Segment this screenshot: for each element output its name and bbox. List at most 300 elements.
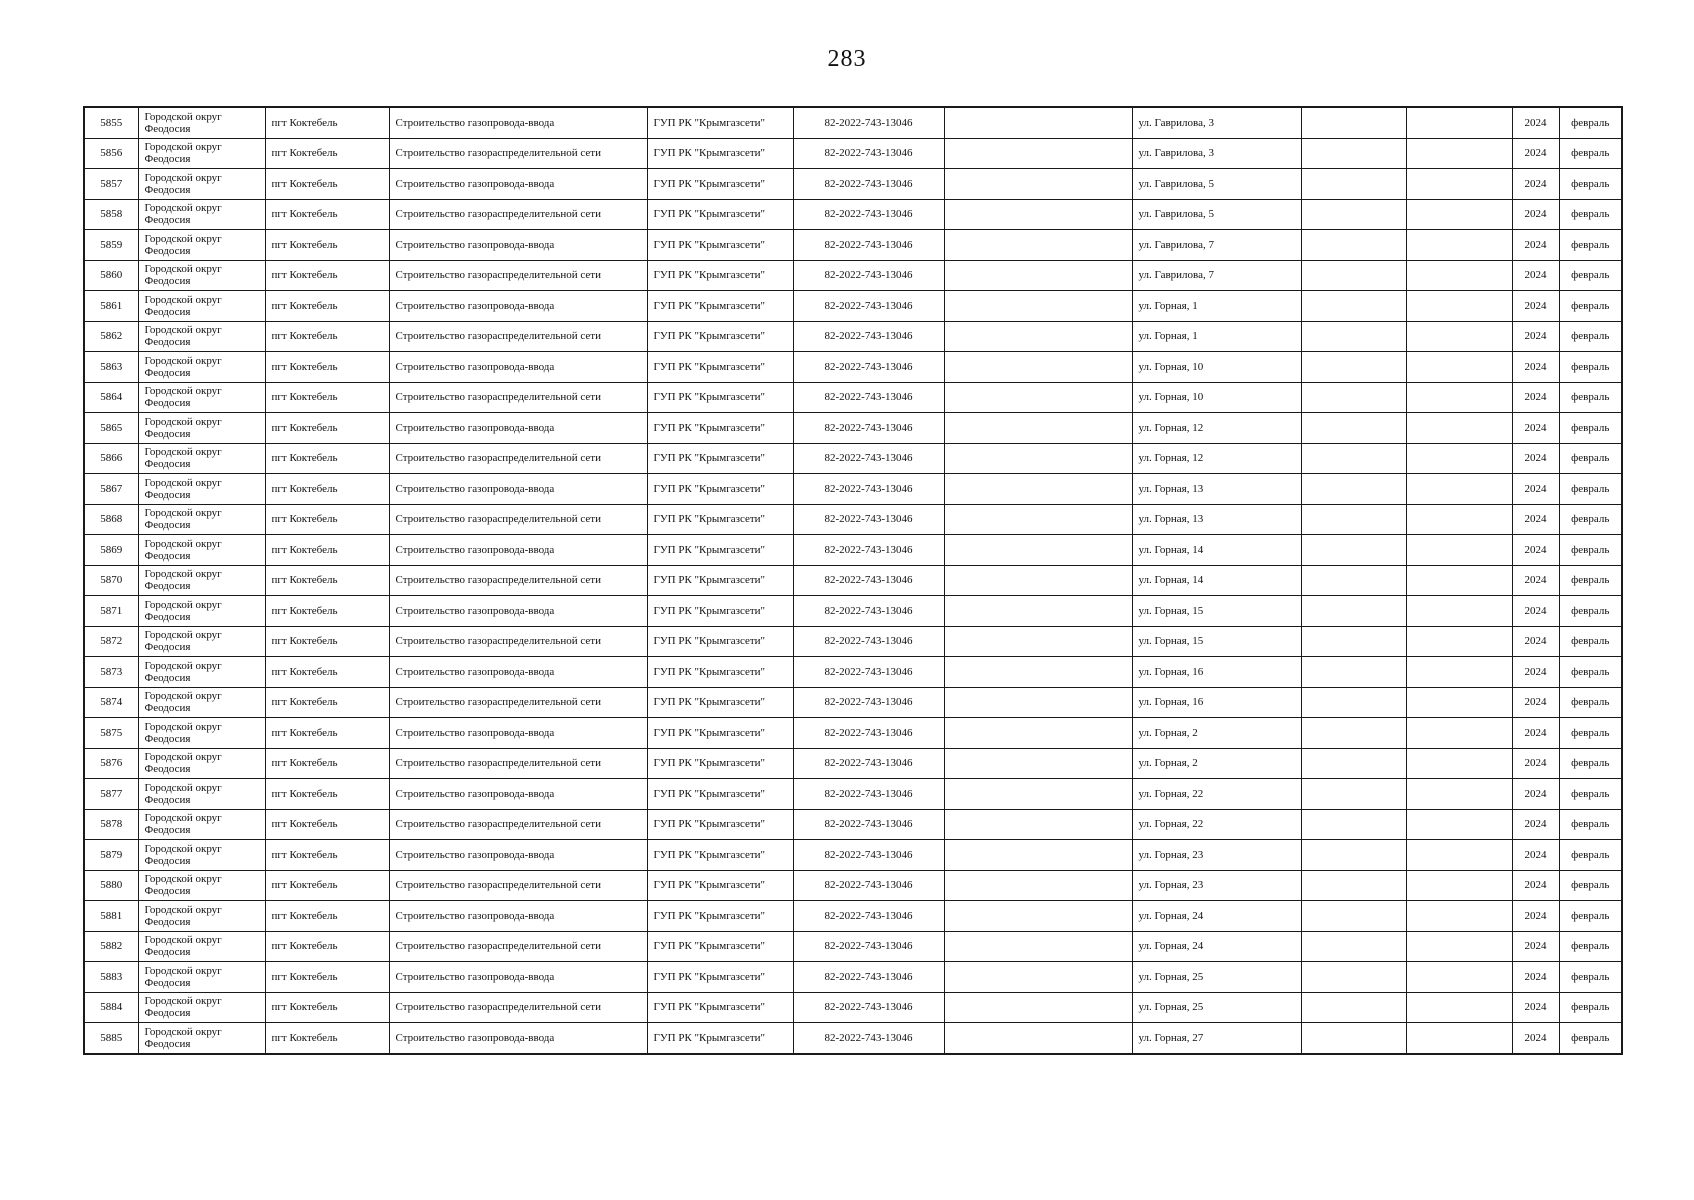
district-name-line1: Городской округ [144, 812, 222, 825]
month-cell: февраль [1559, 962, 1622, 993]
district-cell [138, 596, 265, 627]
program-code-cell: 82-2022-743-13046 [793, 169, 944, 200]
district-name-line1: Городской округ [144, 842, 222, 855]
address-cell: ул. Горная, 1 [1132, 321, 1301, 352]
work-type-cell: Строительство газораспределительной сети [389, 138, 647, 169]
district-name-line2: Феодосия [144, 183, 191, 196]
address-cell: ул. Горная, 15 [1132, 626, 1301, 657]
address-cell: ул. Горная, 13 [1132, 504, 1301, 535]
empty-cell [1406, 504, 1512, 535]
district-name-line1: Городской округ [144, 507, 222, 520]
work-type-cell: Строительство газопровода-ввода [389, 901, 647, 932]
district-name-line2: Феодосия [144, 641, 191, 654]
table-row [84, 657, 1622, 688]
district-name-line2: Феодосия [144, 824, 191, 837]
district-cell [138, 260, 265, 291]
year-cell: 2024 [1512, 1023, 1559, 1054]
program-code-cell: 82-2022-743-13046 [793, 504, 944, 535]
district-name-line1: Городской округ [144, 1025, 222, 1038]
month-cell: февраль [1559, 596, 1622, 627]
row-number-cell: 5884 [84, 992, 138, 1023]
settlement-cell: пгт Коктебель [265, 107, 389, 138]
program-code-cell: 82-2022-743-13046 [793, 474, 944, 505]
table-row [84, 230, 1622, 261]
organization-cell: ГУП РК "Крымгазсети" [647, 870, 793, 901]
empty-cell [1406, 626, 1512, 657]
district-cell [138, 352, 265, 383]
district-cell [138, 504, 265, 535]
month-cell: февраль [1559, 413, 1622, 444]
district-name-line2: Феодосия [144, 885, 191, 898]
organization-cell: ГУП РК "Крымгазсети" [647, 260, 793, 291]
settlement-cell: пгт Коктебель [265, 199, 389, 230]
district-name-line2: Феодосия [144, 305, 191, 318]
empty-cell [1406, 138, 1512, 169]
address-cell: ул. Горная, 1 [1132, 291, 1301, 322]
empty-cell [1301, 321, 1406, 352]
row-number-cell: 5871 [84, 596, 138, 627]
settlement-cell: пгт Коктебель [265, 718, 389, 749]
empty-cell [1406, 840, 1512, 871]
district-name-line2: Феодосия [144, 671, 191, 684]
row-number-cell: 5880 [84, 870, 138, 901]
empty-cell [1301, 718, 1406, 749]
district-cell [138, 535, 265, 566]
district-name-line2: Феодосия [144, 976, 191, 989]
district-name-line2: Феодосия [144, 427, 191, 440]
empty-cell [1301, 535, 1406, 566]
month-cell: февраль [1559, 260, 1622, 291]
district-cell [138, 474, 265, 505]
empty-cell [1301, 596, 1406, 627]
empty-cell [1301, 687, 1406, 718]
empty-cell [944, 962, 1132, 993]
program-code-cell: 82-2022-743-13046 [793, 260, 944, 291]
district-name-line2: Феодосия [144, 244, 191, 257]
district-name-line2: Феодосия [144, 549, 191, 562]
empty-cell [944, 992, 1132, 1023]
address-cell: ул. Горная, 15 [1132, 596, 1301, 627]
row-number-cell: 5879 [84, 840, 138, 871]
month-cell: февраль [1559, 1023, 1622, 1054]
empty-cell [944, 199, 1132, 230]
year-cell: 2024 [1512, 169, 1559, 200]
organization-cell: ГУП РК "Крымгазсети" [647, 504, 793, 535]
district-name-line1: Городской округ [144, 476, 222, 489]
empty-cell [944, 931, 1132, 962]
district-cell [138, 138, 265, 169]
year-cell: 2024 [1512, 443, 1559, 474]
empty-cell [1406, 107, 1512, 138]
address-cell: ул. Горная, 2 [1132, 748, 1301, 779]
program-code-cell: 82-2022-743-13046 [793, 382, 944, 413]
district-cell [138, 382, 265, 413]
table-body [84, 107, 1622, 1054]
work-type-cell: Строительство газопровода-ввода [389, 230, 647, 261]
district-name-line1: Городской округ [144, 964, 222, 977]
settlement-cell: пгт Коктебель [265, 901, 389, 932]
district-name-line1: Городской округ [144, 141, 222, 154]
address-cell: ул. Горная, 25 [1132, 992, 1301, 1023]
empty-cell [1406, 443, 1512, 474]
work-type-cell: Строительство газораспределительной сети [389, 748, 647, 779]
program-code-cell: 82-2022-743-13046 [793, 291, 944, 322]
work-type-cell: Строительство газораспределительной сети [389, 443, 647, 474]
district-cell [138, 107, 265, 138]
district-name-line1: Городской округ [144, 232, 222, 245]
settlement-cell: пгт Коктебель [265, 382, 389, 413]
settlement-cell: пгт Коктебель [265, 687, 389, 718]
month-cell: февраль [1559, 474, 1622, 505]
district-name-line2: Феодосия [144, 488, 191, 501]
row-number-cell: 5861 [84, 291, 138, 322]
table-row [84, 260, 1622, 291]
month-cell: февраль [1559, 687, 1622, 718]
district-name-line2: Феодосия [144, 854, 191, 867]
organization-cell: ГУП РК "Крымгазсети" [647, 443, 793, 474]
organization-cell: ГУП РК "Крымгазсети" [647, 718, 793, 749]
empty-cell [1406, 657, 1512, 688]
organization-cell: ГУП РК "Крымгазсети" [647, 138, 793, 169]
empty-cell [1301, 413, 1406, 444]
empty-cell [1301, 809, 1406, 840]
district-cell [138, 1023, 265, 1054]
empty-cell [1406, 992, 1512, 1023]
district-name-line2: Феодосия [144, 397, 191, 410]
year-cell: 2024 [1512, 779, 1559, 810]
row-number-cell: 5872 [84, 626, 138, 657]
empty-cell [1301, 992, 1406, 1023]
table-row [84, 931, 1622, 962]
district-cell [138, 565, 265, 596]
district-cell [138, 626, 265, 657]
settlement-cell: пгт Коктебель [265, 657, 389, 688]
empty-cell [1406, 199, 1512, 230]
work-type-cell: Строительство газораспределительной сети [389, 565, 647, 596]
year-cell: 2024 [1512, 474, 1559, 505]
district-name-line1: Городской округ [144, 568, 222, 581]
district-name-line1: Городской округ [144, 324, 222, 337]
table-row [84, 626, 1622, 657]
organization-cell: ГУП РК "Крымгазсети" [647, 962, 793, 993]
row-number-cell: 5858 [84, 199, 138, 230]
settlement-cell: пгт Коктебель [265, 138, 389, 169]
settlement-cell: пгт Коктебель [265, 840, 389, 871]
year-cell: 2024 [1512, 901, 1559, 932]
empty-cell [944, 779, 1132, 810]
empty-cell [944, 565, 1132, 596]
program-code-cell: 82-2022-743-13046 [793, 321, 944, 352]
empty-cell [1406, 748, 1512, 779]
work-type-cell: Строительство газопровода-ввода [389, 413, 647, 444]
program-code-cell: 82-2022-743-13046 [793, 626, 944, 657]
district-cell [138, 443, 265, 474]
year-cell: 2024 [1512, 321, 1559, 352]
organization-cell: ГУП РК "Крымгазсети" [647, 230, 793, 261]
program-code-cell: 82-2022-743-13046 [793, 840, 944, 871]
empty-cell [1406, 565, 1512, 596]
district-name-line1: Городской округ [144, 110, 222, 123]
year-cell: 2024 [1512, 230, 1559, 261]
empty-cell [1406, 1023, 1512, 1054]
row-number-cell: 5885 [84, 1023, 138, 1054]
empty-cell [944, 443, 1132, 474]
work-type-cell: Строительство газопровода-ввода [389, 596, 647, 627]
year-cell: 2024 [1512, 657, 1559, 688]
month-cell: февраль [1559, 138, 1622, 169]
table-row [84, 352, 1622, 383]
table-row [84, 718, 1622, 749]
program-code-cell: 82-2022-743-13046 [793, 535, 944, 566]
month-cell: февраль [1559, 931, 1622, 962]
district-cell [138, 840, 265, 871]
address-cell: ул. Горная, 23 [1132, 870, 1301, 901]
empty-cell [1406, 779, 1512, 810]
district-name-line1: Городской округ [144, 598, 222, 611]
district-cell [138, 230, 265, 261]
district-cell [138, 901, 265, 932]
year-cell: 2024 [1512, 199, 1559, 230]
program-code-cell: 82-2022-743-13046 [793, 230, 944, 261]
empty-cell [944, 230, 1132, 261]
month-cell: февраль [1559, 321, 1622, 352]
month-cell: февраль [1559, 840, 1622, 871]
settlement-cell: пгт Коктебель [265, 565, 389, 596]
empty-cell [1301, 199, 1406, 230]
organization-cell: ГУП РК "Крымгазсети" [647, 535, 793, 566]
address-cell: ул. Горная, 14 [1132, 565, 1301, 596]
empty-cell [944, 138, 1132, 169]
settlement-cell: пгт Коктебель [265, 809, 389, 840]
empty-cell [944, 657, 1132, 688]
program-code-cell: 82-2022-743-13046 [793, 718, 944, 749]
settlement-cell: пгт Коктебель [265, 352, 389, 383]
row-number-cell: 5883 [84, 962, 138, 993]
district-name-line1: Городской округ [144, 385, 222, 398]
district-name-line1: Городской округ [144, 659, 222, 672]
organization-cell: ГУП РК "Крымгазсети" [647, 840, 793, 871]
month-cell: февраль [1559, 230, 1622, 261]
row-number-cell: 5855 [84, 107, 138, 138]
empty-cell [1301, 504, 1406, 535]
address-cell: ул. Горная, 10 [1132, 352, 1301, 383]
program-code-cell: 82-2022-743-13046 [793, 413, 944, 444]
year-cell: 2024 [1512, 382, 1559, 413]
empty-cell [1301, 901, 1406, 932]
year-cell: 2024 [1512, 962, 1559, 993]
settlement-cell: пгт Коктебель [265, 413, 389, 444]
organization-cell: ГУП РК "Крымгазсети" [647, 687, 793, 718]
address-cell: ул. Гаврилова, 3 [1132, 107, 1301, 138]
empty-cell [1301, 230, 1406, 261]
empty-cell [1406, 596, 1512, 627]
year-cell: 2024 [1512, 626, 1559, 657]
address-cell: ул. Горная, 16 [1132, 657, 1301, 688]
work-type-cell: Строительство газопровода-ввода [389, 1023, 647, 1054]
district-name-line1: Городской округ [144, 690, 222, 703]
table-row [84, 687, 1622, 718]
table-row [84, 291, 1622, 322]
empty-cell [1406, 962, 1512, 993]
settlement-cell: пгт Коктебель [265, 169, 389, 200]
row-number-cell: 5864 [84, 382, 138, 413]
district-name-line2: Феодосия [144, 214, 191, 227]
program-code-cell: 82-2022-743-13046 [793, 687, 944, 718]
table-row [84, 413, 1622, 444]
organization-cell: ГУП РК "Крымгазсети" [647, 352, 793, 383]
work-type-cell: Строительство газопровода-ввода [389, 779, 647, 810]
organization-cell: ГУП РК "Крымгазсети" [647, 748, 793, 779]
empty-cell [1406, 352, 1512, 383]
settlement-cell: пгт Коктебель [265, 779, 389, 810]
district-name-line2: Феодосия [144, 763, 191, 776]
work-type-cell: Строительство газопровода-ввода [389, 107, 647, 138]
organization-cell: ГУП РК "Крымгазсети" [647, 809, 793, 840]
work-type-cell: Строительство газораспределительной сети [389, 321, 647, 352]
empty-cell [944, 107, 1132, 138]
district-cell [138, 321, 265, 352]
district-cell [138, 870, 265, 901]
empty-cell [944, 413, 1132, 444]
empty-cell [1301, 382, 1406, 413]
empty-cell [1301, 748, 1406, 779]
address-cell: ул. Горная, 13 [1132, 474, 1301, 505]
empty-cell [1406, 901, 1512, 932]
address-cell: ул. Гаврилова, 3 [1132, 138, 1301, 169]
work-type-cell: Строительство газопровода-ввода [389, 169, 647, 200]
empty-cell [1301, 931, 1406, 962]
table-row [84, 809, 1622, 840]
organization-cell: ГУП РК "Крымгазсети" [647, 1023, 793, 1054]
table-row [84, 321, 1622, 352]
program-code-cell: 82-2022-743-13046 [793, 565, 944, 596]
month-cell: февраль [1559, 291, 1622, 322]
district-name-line1: Городской округ [144, 537, 222, 550]
district-name-line2: Феодосия [144, 336, 191, 349]
row-number-cell: 5876 [84, 748, 138, 779]
address-cell: ул. Горная, 2 [1132, 718, 1301, 749]
settlement-cell: пгт Коктебель [265, 931, 389, 962]
work-type-cell: Строительство газопровода-ввода [389, 352, 647, 383]
row-number-cell: 5866 [84, 443, 138, 474]
district-name-line1: Городской округ [144, 720, 222, 733]
district-name-line2: Феодосия [144, 702, 191, 715]
program-code-cell: 82-2022-743-13046 [793, 962, 944, 993]
address-cell: ул. Гаврилова, 5 [1132, 199, 1301, 230]
settlement-cell: пгт Коктебель [265, 291, 389, 322]
month-cell: февраль [1559, 870, 1622, 901]
work-type-cell: Строительство газопровода-ввода [389, 840, 647, 871]
row-number-cell: 5881 [84, 901, 138, 932]
row-number-cell: 5862 [84, 321, 138, 352]
work-type-cell: Строительство газопровода-ввода [389, 657, 647, 688]
program-code-cell: 82-2022-743-13046 [793, 992, 944, 1023]
month-cell: февраль [1559, 565, 1622, 596]
district-name-line1: Городской округ [144, 934, 222, 947]
settlement-cell: пгт Коктебель [265, 962, 389, 993]
district-name-line1: Городской округ [144, 446, 222, 459]
empty-cell [944, 809, 1132, 840]
organization-cell: ГУП РК "Крымгазсети" [647, 291, 793, 322]
row-number-cell: 5873 [84, 657, 138, 688]
empty-cell [944, 474, 1132, 505]
district-cell [138, 962, 265, 993]
address-cell: ул. Горная, 25 [1132, 962, 1301, 993]
empty-cell [944, 901, 1132, 932]
table-row [84, 840, 1622, 871]
table-row [84, 565, 1622, 596]
organization-cell: ГУП РК "Крымгазсети" [647, 901, 793, 932]
year-cell: 2024 [1512, 138, 1559, 169]
row-number-cell: 5865 [84, 413, 138, 444]
district-name-line1: Городской округ [144, 171, 222, 184]
address-cell: ул. Горная, 23 [1132, 840, 1301, 871]
empty-cell [944, 535, 1132, 566]
empty-cell [944, 382, 1132, 413]
settlement-cell: пгт Коктебель [265, 504, 389, 535]
program-code-cell: 82-2022-743-13046 [793, 138, 944, 169]
empty-cell [1301, 291, 1406, 322]
year-cell: 2024 [1512, 107, 1559, 138]
year-cell: 2024 [1512, 413, 1559, 444]
organization-cell: ГУП РК "Крымгазсети" [647, 169, 793, 200]
row-number-cell: 5875 [84, 718, 138, 749]
empty-cell [1301, 474, 1406, 505]
district-name-line1: Городской округ [144, 293, 222, 306]
address-cell: ул. Горная, 27 [1132, 1023, 1301, 1054]
district-name-line2: Феодосия [144, 915, 191, 928]
empty-cell [1301, 443, 1406, 474]
row-number-cell: 5868 [84, 504, 138, 535]
district-name-line2: Феодосия [144, 793, 191, 806]
district-name-line2: Феодосия [144, 122, 191, 135]
address-cell: ул. Горная, 16 [1132, 687, 1301, 718]
settlement-cell: пгт Коктебель [265, 626, 389, 657]
table-row [84, 962, 1622, 993]
year-cell: 2024 [1512, 992, 1559, 1023]
district-name-line1: Городской округ [144, 202, 222, 215]
month-cell: февраль [1559, 657, 1622, 688]
district-name-line1: Городской округ [144, 903, 222, 916]
program-code-cell: 82-2022-743-13046 [793, 901, 944, 932]
month-cell: февраль [1559, 748, 1622, 779]
empty-cell [1406, 687, 1512, 718]
empty-cell [1301, 870, 1406, 901]
address-cell: ул. Гаврилова, 7 [1132, 230, 1301, 261]
empty-cell [1406, 718, 1512, 749]
district-cell [138, 291, 265, 322]
empty-cell [1406, 535, 1512, 566]
empty-cell [944, 687, 1132, 718]
district-cell [138, 931, 265, 962]
empty-cell [1406, 291, 1512, 322]
empty-cell [1406, 870, 1512, 901]
work-type-cell: Строительство газораспределительной сети [389, 687, 647, 718]
district-name-line2: Феодосия [144, 946, 191, 959]
year-cell: 2024 [1512, 291, 1559, 322]
district-cell [138, 718, 265, 749]
table-row [84, 779, 1622, 810]
district-name-line2: Феодосия [144, 580, 191, 593]
program-code-cell: 82-2022-743-13046 [793, 748, 944, 779]
program-code-cell: 82-2022-743-13046 [793, 931, 944, 962]
district-name-line2: Феодосия [144, 1007, 191, 1020]
settlement-cell: пгт Коктебель [265, 748, 389, 779]
page-number: 283 [827, 46, 867, 72]
settlement-cell: пгт Коктебель [265, 1023, 389, 1054]
work-type-cell: Строительство газораспределительной сети [389, 626, 647, 657]
empty-cell [1301, 840, 1406, 871]
